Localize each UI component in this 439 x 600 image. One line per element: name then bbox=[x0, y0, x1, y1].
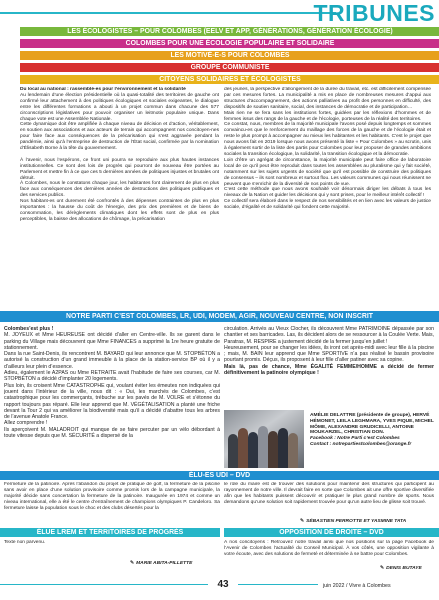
citoyens-paragraph: Mais rien ne se fera sans les institutions fortes, guidées par les réflexions d’hommes et de femmes issus des rangs de la gauche et de l’écologie, porteuses de la réalité des territoires. bbox=[224, 110, 431, 122]
pencil-icon: ✎ bbox=[380, 566, 385, 571]
banner-notre-parti: NOTRE PARTI C’EST COLOMBES, LR, UDI, MODEM, AGIR, NOUVEAU CENTRE, NON INSCRIT bbox=[0, 311, 439, 322]
banner-elu-udi-dvd: ÉLU-ES UDI – DVD bbox=[0, 471, 439, 480]
caption-facebook: Facebook : Notre Parti c’est Colombes bbox=[310, 436, 400, 442]
citoyens-paragraph: des jeunes, la perspective d’allongement de la durée du travail, etc. est difficilement compensée par ces mesures fortes. La municipalité a mis en place de nombreuses mesures d’appui aux structures d’accompagnement, des actions palliatives au profit des personnes en difficulté, des dispositifs de soutien sanitaire, social, des instances de démocratie et de participation… bbox=[224, 87, 431, 110]
droite-signature: ✎ DENIS BUTAYE bbox=[380, 566, 422, 571]
elu-signature: ✎ SÉBASTIEN PERROTTE ET YASMINE TATA bbox=[300, 519, 407, 524]
opposition-paragraph: Plus loin, ils croisent Mme CATASTROPHE qui, voulant éviter les émeutes non indiquées qui jouent dans l’intérieur de la ville, nous dit : « Oui, les marchés de Colombes, c’est catastrophique pour les commerçants, trébuche sur les pavés de M. VOLRE et s’étonne du rapport toujours pas réparé. Elle leur apprend que M. VÉGÉTALISATION a planté une friche devant la Tour 2 qui va améliorer la biodiversité mais qu’il a décidé d’abattre tous les arbres de l’avenue Anatole France. bbox=[4, 382, 220, 421]
citoyens-paragraph: Au lendemain d’une élection présidentielle où la quasi-totalité des territoires de gauche ont confirmé leur attachement à des politiques écologiques et sociales exigeantes, le dialogue entre les différentes formations a abouti à un projet commun dans chacune des 577 circonscriptions législatives pour pouvoir organiser un leitmotiv populaire unique. Dans chaque vote est une Assemblée Nationale. bbox=[20, 92, 219, 122]
opposition-paragraph: Adieu, également le A2PAS ou Mme RETRAITE avait l’habitude de faire ses courses, car M. STOPBÉTON a décidé d’implanter 20 logements. bbox=[4, 370, 220, 383]
group-band-communiste: GROUPE COMMUNISTE bbox=[20, 63, 439, 72]
territoires-text: Texte non parvenu. bbox=[4, 540, 46, 545]
elu-paragraph: Fermeture de la patinoire. Après l’abandon du projet de pratique de golf, la fermeture de la piscine sans avoir en place d’une solution provisoire comme promis lors de la campagne municipale, la majorité décide sans concertation la fermeture de la patinoire. Inaugurée en 1974 et comme un niveau international, elle a été le centre d’entraînement de champions olympiques P. Candeloro. Sa fermeture laisse la population sous le choc et des clubs désertés pour la bbox=[4, 482, 220, 511]
citoyens-paragraph: Nos habitant-es ont durement été confrontés à des dépenses contraintes de plus en plus importantes : la hausse du coût de l’énergie, des prix des premières et de biens de consommation, les dérèglements climatiques dont les effets sont de plus en plus perceptibles, la baisse des allocations de chômage, la précarisation bbox=[20, 199, 219, 222]
elu-column-left bbox=[4, 482, 220, 524]
page-number: 43 bbox=[217, 579, 229, 590]
territoires-signature: ✎ MARIE ABITA-PILLETTE bbox=[130, 561, 193, 566]
opposition-paragraph: Allez comprendre ! bbox=[4, 420, 48, 427]
publication-info: juin 2022 / Vivre à Colombes bbox=[323, 583, 391, 589]
elu-column-right bbox=[224, 482, 434, 518]
droite-text: À nos concitoyens : Retrouvez notre travail ainsi que nos positions sur la page Facebook de l’Avenir de Colombes l’actualité du Conseil Municipal. À vos côtés, une opposition vigilante à votre écoute, avec des solutions de fermeté et déterminée à se battre pour Colombes. bbox=[224, 540, 434, 557]
group-band-ecologistes: LES ÉCOLOGISTES – POUR COLOMBES (EELV ET APP, GÉNÉRATIONS, GÉNÉRATION ÉCOLOGIE) bbox=[20, 27, 439, 36]
opposition-column-right bbox=[224, 326, 434, 404]
citoyens-column-left bbox=[20, 87, 219, 293]
citoyens-paragraph: Ce collectif sera élaboré dans le respect de nos sensibilités et en lien avec les valeurs de justice sociale, d’égalité et de solidarité qui fondent cette majorité. bbox=[224, 199, 431, 211]
opposition-paragraph: Ils aperçoivent M. MALADROIT qui manque de se faire percuter par un vélo débordant à toute vitesse depuis que M. SÉCURITÉ a dispersé de la bbox=[4, 426, 220, 440]
caption-names: AMÉLIE DELATTRE (présidente de groupe), HERVÉ HÉMONET, LEILA LEGHMARA, YVES PIQUE, MICHEL MÔME, ALEXANDRE GRUDICELLI, ANTOINE MOUKARZEL, CHRISTIAN DON. bbox=[310, 413, 434, 436]
group-band-citoyens: CITOYENS SOLIDAIRES ET ÉCOLOGISTES bbox=[20, 75, 439, 84]
group-band-motives: LES MOTIVÉ-E-S POUR COLOMBES bbox=[20, 51, 439, 60]
citoyens-paragraph: À Colombes, nous le constatons chaque jour, les habitantes font clairement de plus en plus face aux conséquences des dernières années de destructions des politiques publiques et des services publics. bbox=[20, 181, 219, 199]
opposition-caption bbox=[310, 413, 434, 448]
opposition-headline: Colombes’est plus ! bbox=[4, 326, 54, 332]
citoyens-paragraph: Loin d’être un agrégat de circonstance, la majorité municipale peut faire office de laboratoire local de ce qu’il peut être reproduit dans toutes les assemblées au pluralisme qui y fait société, notamment sur les sujets urgents de société que qu’il est possible de construire des politiques de consensus – ils sont nombreux et surtout flou. Les valeurs communes qui nous réunissent ne peuvent que s’enrichir de la diversité de nos points de vue. bbox=[224, 157, 431, 187]
citoyens-column-right bbox=[224, 87, 431, 293]
opposition-paragraph: circulation. Arrivés au Vieux Clocher, ils découvrent Mme PATRIMOINE dépassée par son chantier et ses barricades. Las, ils décident alors de se ressourcer à la Coulée Verte. Mais, Paratras, M. RESPIRE a justement décidé de la fermer jusqu’en juillet ! bbox=[224, 326, 434, 345]
page-title: TRIBUNES bbox=[313, 0, 435, 26]
footer-rule-right bbox=[238, 584, 318, 585]
pencil-icon: ✎ bbox=[130, 561, 135, 566]
citoyens-paragraph: À l’avenir, nous l’espérons, ce front uni pourra se reproduire aux plus hautes instances institutionnelles. Ce sont des lois de progrès qui pourront de nouveau être portées au Parlement et mettre fin à ce que ces 5 dernières années de politiques injustes et brutales ont détruit. bbox=[20, 157, 219, 181]
opposition-paragraph: Dans la rue Saint-Denis, ils rencontrent M. BAYARD qui leur annonce que M. STOPBÉTON a autorisé la construction d’un grand immeuble à la place de la station-service BP où il y a d’ailleurs leur plein d’essence. bbox=[4, 351, 220, 370]
citoyens-paragraph: C’est cette méthode que nous avons souhaité voir désormais diriger les débats à tous les niveaux de la Nation et guider les décisions qui y sont prises, pour le meilleur intérêt collectif ! bbox=[224, 187, 431, 199]
header-rule bbox=[0, 12, 336, 14]
banner-territoires: ÉLUE LREM ET TERRITOIRES DE PROGRÈS bbox=[0, 528, 220, 537]
page-header bbox=[0, 0, 439, 26]
pencil-icon: ✎ bbox=[300, 519, 305, 524]
opposition-column-left bbox=[4, 326, 220, 464]
elu-paragraph: le rôle du maire est de trouver des solutions pour maintenir des structures qui participent au rayonnement de notre ville. Il devrait faire en sorte que Colombes ait une offre sportive diversifiée afin que les habitants puissent découvrir et pratiquer le plus grand nombre de sports. Nous demandons qu’une solution soit rapidement trouvée pour qu’un autre lieu de glisse soit trouvé. bbox=[224, 482, 434, 505]
banner-opposition-droite: OPPOSITION DE DROITE – DVD bbox=[224, 528, 439, 537]
group-photo bbox=[224, 410, 304, 468]
opposition-paragraph: M. JOYEUX et Mme HEUREUSE ont décidé d’aller en Centre-ville. Ils se garent dans le parking du Village mais découvrent que Mme FINANCES a supprimé la 1re heure gratuite de stationnement. bbox=[4, 332, 220, 351]
opposition-paragraph: Heureusement, pour se changer les idées, ils iront cet après-midi avec leur fille à la piscine ; mais, M. BAIN leur apprend que Mme SPORTIVE n’a pas réalisé le bassin provisoire pourtant promis. Déçus, ils proposent à leur fille d’aller patiner avec sa copine. bbox=[224, 344, 434, 364]
caption-contact: Contact : notrepartiestcolombes@orange.fr bbox=[310, 441, 412, 447]
footer-rule-left bbox=[0, 584, 208, 585]
group-band-ecologie-populaire: COLOMBES POUR UNE ÉCOLOGIE POPULAIRE ET SOLIDAIRE bbox=[20, 39, 439, 48]
citoyens-headline: Du local au national : rassemblé-es pour l’environnement et la solidarité bbox=[20, 87, 186, 92]
citoyens-paragraph: Cette dynamique doit être amplifiée à chaque niveau de décision et d’action, véritablement, en soutien aux associations et aux acteurs de terrain qui accompagnent nos concitoyen-nes pour faire face aux conséquences de la précarisation qui s’est aggravée pendant la pandémie, ainsi qu’à l’entreprise de destruction de l’État social, confirmée par la nomination d’Élisabeth Borne à la tête du gouvernement. bbox=[20, 122, 219, 152]
opposition-paragraph: Mais là, pas de chance, Mme ÉGALITÉ FEMME/HOMME a décidé de fermer définitivement la patinoire olympique ! bbox=[224, 363, 434, 377]
citoyens-paragraph: Ce constat, nous, membres de la majorité municipale l’avons posé depuis longtemps et sommes convaincu-es que le renforcement du maillage des forces de la gauche et de l’écologie était et reste le plus prompt à accompagner au mieux les habitantes et les habitants. C’est le projet que nous avons fait en 2019 lorsque nous avons présenté la liste « Pour Colombes » au scrutin, unis à également sortir de la liste des partis pour Colombes pour leur proposer de grandes ambitions sociales la transition écologique, la solidarité, la transition écologique et la démocratie. bbox=[224, 122, 431, 157]
